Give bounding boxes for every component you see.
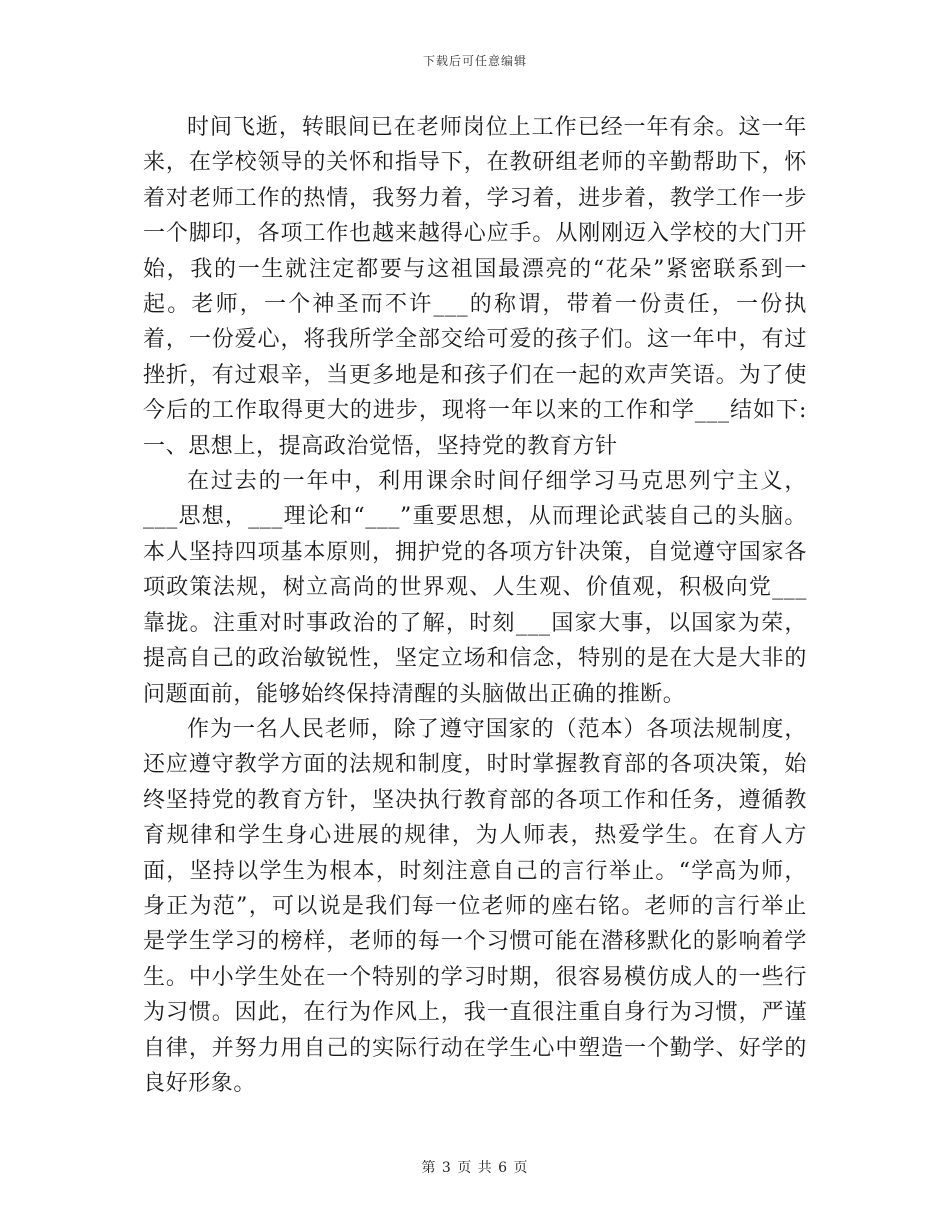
paragraph-1: 时间飞逝，转眼间已在老师岗位上工作已经一年有余。这一年来，在学校领导的关怀和指导下，在教研组老师的辛勤帮助下，怀着对老师工作的热情，我努力着，学习着，进步着，教学工作一步一个脚印，各项工作也越来越得心应手。从刚刚迈入学校的大门开始，我的一生就注定都要与这祖国最漂亮的“花朵”紧密联系到一起。老师，一个神圣而不许___的称谓，带着一份责任，一份执着，一份爱心，将我所学全部交给可爱的孩子们。这一年中，有过挫折，有过艰辛，当更多地是和孩子们在一起的欢声笑语。为了使今后的工作取得更大的进步，现将一年以来的工作和学___结如下:一、思想上，提高政治觉悟，坚持党的教育方针 bbox=[143, 115, 807, 459]
page-header: 下载后可任意编辑 bbox=[422, 54, 527, 68]
page-number: 第 3 页 共 6 页 bbox=[421, 1160, 529, 1176]
paragraph-2: 在过去的一年中，利用课余时间仔细学习马克思列宁主义，___思想，___理论和“___”重要思想，从而理论武装自己的头脑。本人坚持四项基本原则，拥护党的各项方针决策，自觉遵守国家各项政策法规，树立高尚的世界观、人生观、价值观，积极向党___靠拢。注重对时事政治的了解，时刻___国家大事，以国家为荣，提高自己的政治敏锐性，坚定立场和信念，特别的是在大是大非的问题面前，能够始终保持清醒的头脑做出正确的推断。 bbox=[143, 469, 807, 707]
paragraph-3: 作为一名人民老师，除了遵守国家的（范本）各项法规制度，还应遵守教学方面的法规和制度，时时掌握教育部的各项决策，始终坚持党的教育方针，坚决执行教育部的各项工作和任务，遵循教育规律和学生身心进展的规律，为人师表，热爱学生。在育人方面，坚持以学生为根本，时刻注意自己的言行举止。“学高为师，身正为范”，可以说是我们每一位老师的座右铭。老师的言行举止是学生学习的榜样，老师的每一个习惯可能在潜移默化的影响着学生。中小学生处在一个特别的学习时期，很容易模仿成人的一些行为习惯。因此，在行为作风上，我一直很注重自身行为习惯，严谨自律，并努力用自己的实际行动在学生心中塑造一个勤学、好学的良好形象。 bbox=[143, 716, 807, 1096]
document-body bbox=[143, 110, 807, 1101]
